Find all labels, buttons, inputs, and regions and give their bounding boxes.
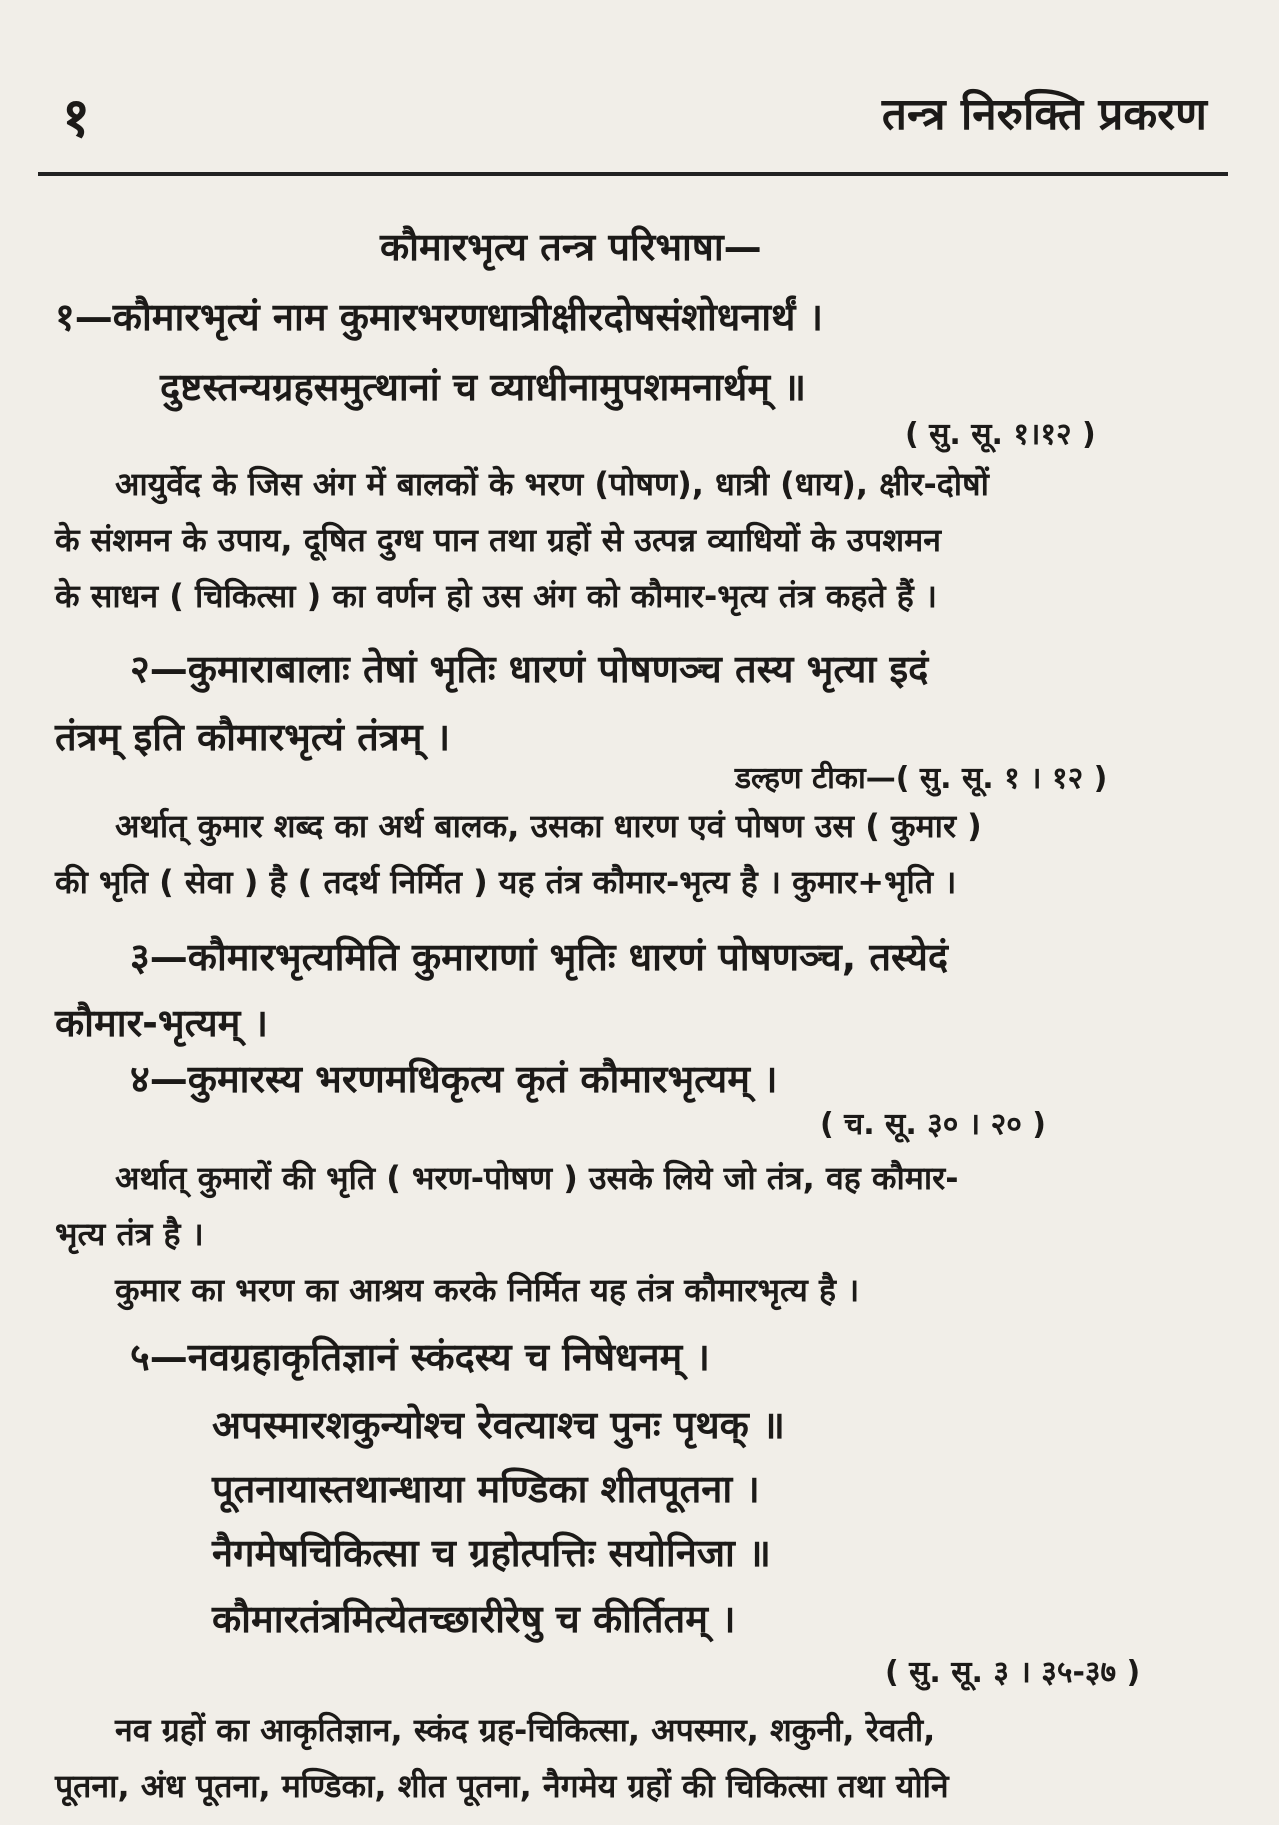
- para-4-line-1: कुमार का भरण का आश्रय करके निर्मित यह तंत्र कौमारभृत्य है ।: [115, 1271, 860, 1309]
- verse-2-line-2: तंत्रम् इति कौमारभृत्यं तंत्रम् ।: [55, 715, 451, 759]
- section-heading: कौमारभृत्य तन्त्र परिभाषा—: [380, 225, 762, 269]
- verse-5-line-5: कौमारतंत्रमित्येतच्छारीरेषु च कीर्तितम् ।: [212, 1597, 736, 1641]
- verse-4-line-1: ४—कुमारस्य भरणमधिकृत्य कृतं कौमारभृत्यम् ।: [130, 1057, 778, 1101]
- chapter-title: तन्त्र निरुक्ति प्रकरण: [881, 89, 1207, 140]
- verse-5-reference: ( सु. सू. ३ । ३५-३७ ): [885, 1655, 1141, 1690]
- para-2-line-2: की भृति ( सेवा ) है ( तदर्थ निर्मित ) यह तंत्र कौमार-भृत्य है । कुमार+भृति ।: [55, 863, 957, 901]
- verse-3-line-1: ३—कौमारभृत्यमिति कुमाराणां भृतिः धारणं पोषणञ्च, तस्येदं: [130, 935, 949, 979]
- para-1-line-1: आयुर्वेद के जिस अंग में बालकों के भरण (पोषण), धात्री (धाय), क्षीर-दोषों: [115, 465, 989, 503]
- verse-5-line-1: ५—नवग्रहाकृतिज्ञानं स्कंदस्य च निषेधनम् ।: [130, 1335, 710, 1379]
- para-5-line-2: पूतना, अंध पूतना, मण्डिका, शीत पूतना, नैगमेय ग्रहों की चिकित्सा तथा योनि: [55, 1767, 949, 1805]
- header-rule: [38, 172, 1228, 176]
- verse-1-line-1: १—कौमारभृत्यं नाम कुमारभरणधात्रीक्षीरदोषसंशोधनार्थं ।: [55, 295, 824, 339]
- para-2-line-1: अर्थात् कुमार शब्द का अर्थ बालक, उसका धारण एवं पोषण उस ( कुमार ): [115, 807, 982, 845]
- verse-1-line-2: दुष्टस्तन्यग्रहसमुत्थानां च व्याधीनामुपशमनार्थम् ॥: [160, 365, 807, 409]
- verse-5-line-3: पूतनायास्तथान्धाया मण्डिका शीतपूतना ।: [212, 1467, 760, 1511]
- para-5-line-1: नव ग्रहों का आकृतिज्ञान, स्कंद ग्रह-चिकित्सा, अपस्मार, शकुनी, रेवती,: [115, 1711, 936, 1749]
- para-1-line-2: के संशमन के उपाय, दूषित दुग्ध पान तथा ग्रहों से उत्पन्न व्याधियों के उपशमन: [55, 521, 942, 559]
- verse-2-line-1: २—कुमाराबालाः तेषां भृतिः धारणं पोषणञ्च तस्य भृत्या इदं: [130, 647, 929, 691]
- para-3-line-1: अर्थात् कुमारों की भृति ( भरण-पोषण ) उसके लिये जो तंत्र, वह कौमार-: [115, 1159, 959, 1197]
- verse-3-line-2: कौमार-भृत्यम् ।: [55, 1001, 269, 1045]
- verse-4-reference: ( च. सू. ३० । २० ): [820, 1107, 1046, 1142]
- verse-5-line-2: अपस्मारशकुन्योश्च रेवत्याश्च पुनः पृथक् ॥: [212, 1403, 785, 1447]
- verse-2-reference: डल्हण टीका—( सु. सू. १ । १२ ): [735, 761, 1108, 796]
- para-1-line-3: के साधन ( चिकित्सा ) का वर्णन हो उस अंग को कौमार-भृत्य तंत्र कहते हैं ।: [55, 577, 937, 615]
- page-number: १: [62, 86, 91, 149]
- verse-5-line-4: नैगमेषचिकित्सा च ग्रहोत्पत्तिः सयोनिजा ॥: [212, 1531, 771, 1575]
- para-3-line-2: भृत्य तंत्र है ।: [55, 1215, 204, 1253]
- verse-1-reference: ( सु. सू. १।१२ ): [905, 417, 1096, 452]
